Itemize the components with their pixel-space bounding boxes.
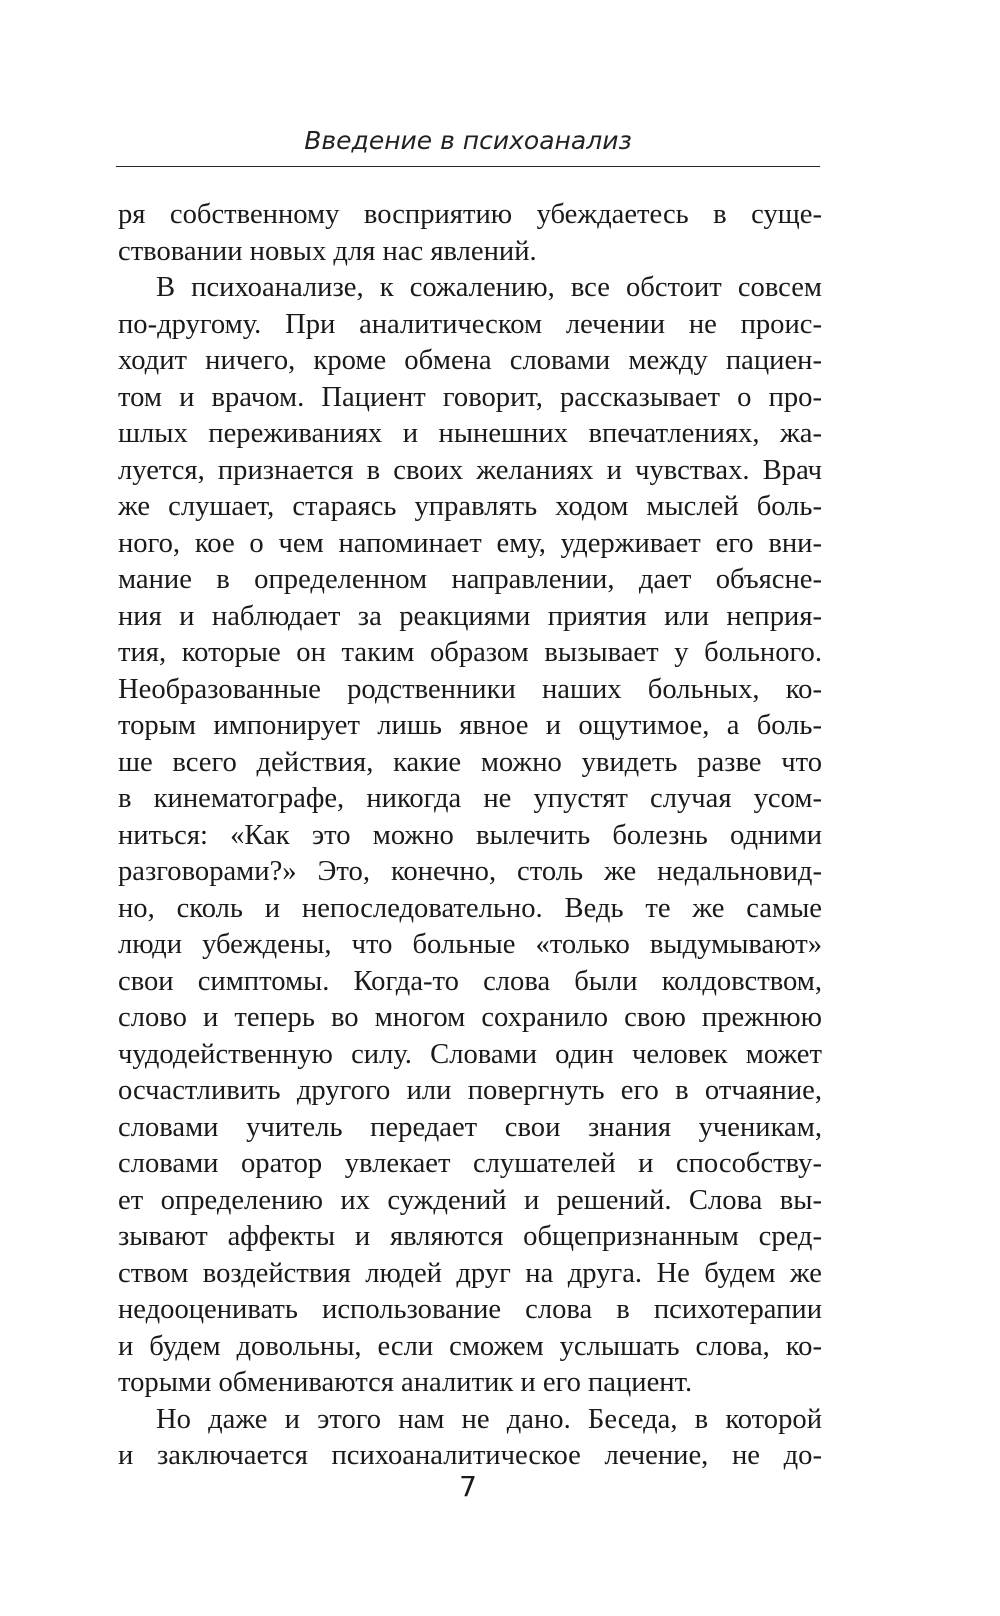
text-line: зывают аффекты и являются общепризнанным сред- [118,1221,822,1252]
body-text [118,197,822,1475]
text-line: недооценивать использование слова в психотерапии [118,1294,822,1325]
text-line: тия, которые он таким образом вызывает у больного. [118,637,822,668]
text-line: В психоанализе, к сожалению, все обстоит совсем [156,272,822,303]
text-line: торым импонирует лишь явное и ощутимое, а боль- [118,710,822,741]
text-line: шлых переживаниях и нынешних впечатлениях, жа- [118,418,822,449]
text-line: том и врачом. Пациент говорит, рассказывает о про- [118,381,822,413]
text-line: осчастливить другого или повергнуть его в отчаяние, [118,1075,822,1106]
text-line: разговорами?» Это, конечно, столь же недальновид- [118,856,822,887]
text-line: ет определению их суждений и решений. Слова вы- [118,1184,822,1216]
text-line: и будем довольны, если сможем услышать слова, ко- [118,1330,822,1362]
text-line: люди убеждены, что больные «только выдумывают» [118,929,822,960]
text-line: в кинематографе, никогда не упустят случая усом- [118,783,822,814]
text-line: мание в определенном направлении, дает объясне- [118,564,822,595]
text-line: же слушает, стараясь управлять ходом мыслей боль- [118,491,822,522]
text-line: но, сколь и непоследовательно. Ведь те же самые [118,892,822,924]
text-line: ходит ничего, кроме обмена словами между пациен- [118,345,822,376]
text-line: слово и теперь во многом сохранило свою прежнюю [118,1002,822,1033]
text-line: ния и наблюдает за реакциями приятия или неприя- [118,600,822,632]
header-rule [116,166,820,167]
text-line: свои симптомы. Когда-то слова были колдовством, [118,965,822,997]
page-number: 7 [459,1470,477,1503]
text-line: торыми обмениваются аналитик и его пациент. [118,1367,693,1398]
text-line: и заключается психоаналитическое лечение, не до- [118,1440,822,1471]
text-line: чудодейственную силу. Словами один человек может [118,1038,822,1070]
text-line: Необразованные родственники наших больных, ко- [118,673,822,705]
text-line: ря собственному восприятию убеждаетесь в суще- [118,199,822,230]
text-line: луется, признается в своих желаниях и чувствах. Врач [118,454,822,486]
text-line: ниться: «Как это можно вылечить болезнь одними [118,819,822,851]
text-line: Но даже и этого нам не дано. Беседа, в которой [156,1403,822,1435]
text-line: ствовании новых для нас явлений. [118,235,537,267]
text-line: словами оратор увлекает слушателей и способству- [118,1148,822,1179]
text-line: словами учитель передает свои знания ученикам, [118,1111,822,1143]
text-line: ного, кое о чем напоминает ему, удерживает его вни- [118,527,822,559]
text-line: ше всего действия, какие можно увидеть разве что [118,746,822,778]
text-line: по-другому. При аналитическом лечении не проис- [118,308,822,340]
running-head: Введение в психоанализ [304,126,632,155]
text-line: ством воздействия людей друг на друга. Не будем же [118,1257,822,1289]
